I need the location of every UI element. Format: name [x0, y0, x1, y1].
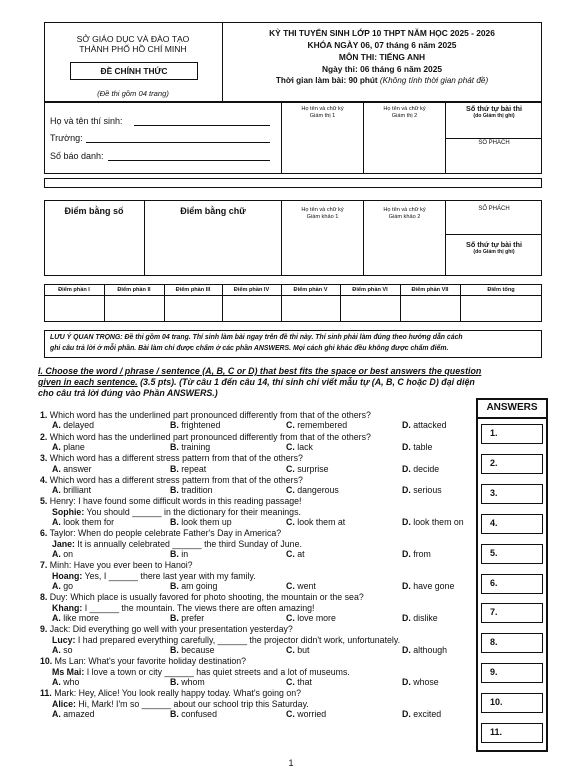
notice-line2: ghi câu trả lời ở mỗi phần. Bài làm chỉ được chấm ở các phần ANSWERS. Mọi cách ghi khác đều không được chấm điểm.: [50, 345, 449, 352]
option-letter: B.: [170, 485, 179, 496]
option-text: went: [294, 581, 316, 592]
sophach-label-2: SỐ PHÁCH: [478, 206, 510, 212]
answer-option: [286, 485, 339, 495]
question-text: Which word has a different stress pattern from that of the others?: [47, 453, 303, 464]
part-score-label: Điểm phần VII: [411, 287, 449, 293]
option-letter: C.: [286, 442, 295, 452]
label: (do Giám thị ghi): [473, 113, 515, 119]
proctor2-label: [364, 106, 445, 119]
question-lead: 8.: [40, 592, 48, 603]
option-text: table: [410, 442, 433, 452]
option-letter: D.: [402, 677, 411, 688]
question-lead: Khang:: [52, 602, 83, 613]
part-score-label: Điểm phần III: [175, 287, 211, 293]
label: Giám thị 2: [391, 112, 418, 119]
option-letter: B.: [170, 709, 179, 720]
option-text: go: [60, 581, 74, 592]
question-stem: [40, 475, 303, 485]
option-text: look them for: [60, 517, 115, 528]
part-score-label: Điểm phần II: [117, 287, 151, 293]
question-lead: 1.: [40, 410, 48, 420]
option-text: because: [178, 645, 215, 656]
dept-line2: THÀNH PHỐ HỒ CHÍ MINH: [79, 44, 187, 54]
option-letter: C.: [286, 517, 295, 528]
answer-option: [286, 613, 336, 623]
id-line[interactable]: [108, 160, 270, 161]
id-label: Số báo danh:: [50, 151, 104, 161]
answer-option: [402, 485, 442, 495]
option-text: from: [410, 549, 431, 560]
question-lead: Hoang:: [52, 570, 83, 581]
option-text: whom: [178, 677, 205, 688]
answer-number: 9.: [490, 667, 498, 678]
school-line[interactable]: [86, 142, 270, 143]
answer-number: 3.: [490, 487, 498, 498]
option-letter: C.: [286, 677, 295, 688]
option-text: frightened: [178, 420, 221, 431]
option-letter: C.: [286, 645, 295, 656]
option-letter: D.: [402, 613, 411, 624]
question-dialogue: [52, 571, 256, 581]
question-text: Mark: Hey, Alice! You look really happy today. What's going on?: [51, 688, 302, 699]
option-letter: D.: [402, 485, 411, 496]
answer-option: [402, 517, 464, 527]
label: Họ tên và chữ ký: [383, 106, 426, 112]
answer-number: 1.: [490, 428, 498, 438]
option-text: on: [60, 549, 74, 560]
part-score-cell[interactable]: [460, 296, 542, 322]
answer-option: [402, 581, 454, 591]
answer-option: [52, 485, 91, 495]
option-text: repeat: [178, 463, 207, 474]
option-text: decide: [410, 463, 440, 474]
separator-band: [44, 178, 542, 188]
answer-option: [52, 442, 85, 452]
option-letter: B.: [170, 645, 179, 656]
option-letter: D.: [402, 442, 411, 452]
option-letter: A.: [52, 463, 61, 474]
answer-option: [52, 420, 94, 430]
question-dialogue: [52, 667, 350, 677]
option-letter: D.: [402, 581, 411, 592]
option-text: attacked: [410, 420, 447, 431]
option-letter: B.: [170, 442, 179, 452]
answer-number: 4.: [490, 517, 498, 528]
option-letter: B.: [170, 549, 179, 560]
answer-option: [286, 581, 316, 591]
answer-option: [52, 581, 73, 591]
answer-option: [170, 485, 213, 495]
answer-option: [402, 645, 447, 655]
dept-line1: SỞ GIÁO DỤC VÀ ĐÀO TẠO: [76, 34, 190, 44]
option-letter: C.: [286, 709, 295, 720]
option-text: confused: [178, 709, 217, 720]
answer-option: [52, 645, 73, 655]
option-text: am going: [178, 581, 218, 592]
answer-option: [52, 677, 79, 687]
question-stem: [40, 624, 293, 634]
option-letter: A.: [52, 420, 61, 431]
answer-option: [170, 581, 217, 591]
option-text: like more: [60, 613, 99, 624]
instr-line3: cho câu trả lời đúng vào Phần ANSWERS.): [38, 388, 218, 398]
answer-option: [52, 517, 114, 527]
answer-option: [170, 517, 232, 527]
proctor1-label: [282, 106, 363, 119]
instr-line1: I. Choose the word / phrase / sentence (A, B, C or D) that best fits the space or best answers the question: [38, 366, 482, 376]
part-score-label: Điểm phần IV: [233, 287, 270, 293]
examiner2-label: [364, 207, 445, 220]
option-text: lack: [294, 442, 313, 452]
option-letter: A.: [52, 549, 61, 560]
question-text: Which word has a different stress pattern from that of the others?: [47, 474, 303, 485]
header-left: [44, 22, 222, 102]
question-text: I had prepared everything carefully, ______ the projector didn't work, unfortunately.: [75, 634, 401, 645]
answer-number: 7.: [490, 607, 498, 618]
answer-option: [170, 645, 215, 655]
label: Số thứ tự bài thi: [466, 104, 522, 113]
instr-line2: [38, 377, 548, 388]
examiner1-label: [282, 207, 363, 220]
option-text: but: [294, 645, 310, 656]
order-label: [446, 104, 542, 119]
option-letter: C.: [286, 581, 295, 592]
question-stem: [40, 453, 303, 463]
answer-option: [170, 464, 206, 474]
part-score-cell[interactable]: [340, 296, 400, 322]
answer-option: [402, 464, 439, 474]
option-text: who: [60, 677, 80, 688]
option-text: plane: [60, 442, 85, 452]
answer-option: [286, 549, 305, 559]
part-score-cell[interactable]: [164, 296, 222, 322]
question-text: Which word has the underlined part pronounced differently from that of the others?: [47, 431, 371, 442]
option-text: at: [294, 549, 305, 560]
question-text: Duy: Which place is usually favored for photo shooting, the mountain or the sea?: [47, 592, 364, 603]
option-letter: C.: [286, 613, 295, 624]
option-text: surprise: [294, 463, 329, 474]
question-stem: [40, 432, 371, 442]
name-line[interactable]: [134, 125, 270, 126]
question-stem: [40, 410, 371, 420]
answer-option: [52, 464, 92, 474]
duration-note: (Không tính thời gian phát đề): [379, 76, 489, 85]
exam-title: KỲ THI TUYỂN SINH LỚP 10 THPT NĂM HỌC 2025 - 2026: [269, 28, 495, 38]
question-text: Jack: Did everything go well with your presentation yesterday?: [47, 624, 293, 635]
subject: MÔN THI: TIẾNG ANH: [338, 52, 426, 62]
option-letter: C.: [286, 420, 295, 431]
answer-number: 2.: [490, 457, 498, 468]
option-text: love more: [294, 613, 336, 624]
option-text: worried: [294, 709, 327, 720]
question-text: Yes, I ______ there last year with my family.: [82, 570, 256, 581]
answer-option: [402, 709, 441, 719]
option-text: training: [178, 442, 211, 452]
duration-bold: Thời gian làm bài: 90 phút: [275, 76, 378, 85]
part-score-cell[interactable]: [104, 296, 164, 322]
question-stem: [40, 496, 301, 506]
option-text: excited: [410, 709, 442, 720]
answer-option: [402, 549, 431, 559]
part-score-cell[interactable]: [400, 296, 460, 322]
option-text: serious: [410, 485, 442, 496]
option-text: remembered: [294, 420, 348, 431]
option-text: tradition: [178, 485, 213, 496]
answer-option: [402, 420, 447, 430]
question-text: I ______ the mountain. The views there are often amazing!: [82, 602, 315, 613]
question-dialogue: [52, 699, 309, 709]
option-letter: B.: [170, 517, 179, 528]
official-badge: ĐỀ CHÍNH THỨC: [70, 62, 198, 80]
question-dialogue: [52, 507, 301, 517]
answer-option: [286, 677, 312, 687]
option-text: prefer: [178, 613, 205, 624]
question-text: Minh: Have you ever been to Hanoi?: [47, 560, 193, 571]
answer-option: [52, 549, 73, 559]
answer-option: [286, 709, 326, 719]
answer-option: [286, 645, 310, 655]
label: Giám khảo 2: [388, 213, 421, 220]
part-score-label: Điểm phần I: [58, 287, 90, 293]
answer-option: [170, 420, 220, 430]
option-letter: C.: [286, 463, 295, 474]
question-text: Taylor: When do people celebrate Father's Day in America?: [47, 528, 282, 539]
question-lead: 5.: [40, 496, 48, 507]
option-letter: A.: [52, 517, 61, 528]
duration: [222, 76, 542, 85]
option-text: have gone: [410, 581, 455, 592]
option-letter: D.: [402, 709, 411, 720]
option-letter: B.: [170, 463, 179, 474]
question-lead: 2.: [40, 431, 48, 442]
question-dialogue: [52, 635, 400, 645]
label: Họ tên và chữ ký: [301, 207, 344, 213]
option-letter: B.: [170, 420, 179, 431]
option-text: look them at: [294, 517, 346, 528]
answer-option: [52, 613, 99, 623]
question-lead: Lucy:: [52, 634, 76, 645]
instr-line2b: (3.5 pts). (Từ câu 1 đến câu 14, thí sinh chỉ viết mẫu tự (A, B, C hoặc D) đại diện: [137, 377, 475, 387]
answer-option: [170, 613, 204, 623]
answer-option: [52, 709, 95, 719]
question-dialogue: [52, 603, 314, 613]
part-score-cell[interactable]: [222, 296, 281, 322]
question-lead: 3.: [40, 453, 48, 464]
question-lead: 4.: [40, 474, 48, 485]
instructions: [38, 366, 548, 399]
part-score-cell[interactable]: [44, 296, 104, 322]
header-right: [222, 22, 542, 102]
option-text: although: [410, 645, 448, 656]
option-letter: D.: [402, 463, 411, 474]
part-score-label: Điểm phần VI: [352, 287, 388, 293]
question-lead: 6.: [40, 528, 48, 539]
option-text: look them on: [410, 517, 464, 528]
option-text: so: [60, 645, 73, 656]
option-letter: A.: [52, 485, 61, 496]
question-lead: 7.: [40, 560, 48, 571]
label: Giám khảo 1: [306, 213, 339, 220]
divider: [476, 417, 548, 419]
option-letter: D.: [402, 420, 411, 431]
option-letter: D.: [402, 517, 411, 528]
sophach-label: SỐ PHÁCH: [478, 140, 510, 146]
answer-option: [286, 464, 329, 474]
option-letter: D.: [402, 549, 411, 560]
question-lead: Jane:: [52, 538, 75, 549]
answer-option: [170, 442, 210, 452]
question-text: Hi, Mark! I'm so ______ about our school trip this Saturday.: [75, 698, 309, 709]
option-text: dangerous: [294, 485, 339, 496]
question-text: It is annually celebrated ______ the third Sunday of June.: [74, 538, 302, 549]
option-text: in: [178, 549, 189, 560]
question-text: Henry: I have found some difficult words in this reading passage!: [47, 496, 302, 507]
option-letter: B.: [170, 581, 179, 592]
question-lead: Ms Mai:: [52, 666, 85, 677]
option-letter: A.: [52, 645, 61, 656]
question-stem: [40, 592, 364, 602]
option-text: delayed: [60, 420, 95, 431]
label: Số thứ tự bài thi: [466, 240, 522, 249]
option-text: whose: [410, 677, 439, 688]
part-score-label: Điểm phần V: [293, 287, 328, 293]
test-day: Ngày thi: 06 tháng 6 năm 2025: [321, 64, 443, 74]
option-letter: A.: [52, 709, 61, 720]
page-number: 1: [288, 758, 294, 768]
question-lead: Alice:: [52, 698, 76, 709]
question-lead: 9.: [40, 624, 48, 635]
answer-number: 6.: [490, 577, 498, 588]
question-stem: [40, 688, 301, 698]
answer-option: [170, 709, 217, 719]
label: Họ tên và chữ ký: [383, 207, 426, 213]
exam-date-line: KHÓA NGÀY 06, 07 tháng 6 năm 2025: [307, 40, 457, 50]
option-letter: A.: [52, 581, 61, 592]
answer-option: [402, 613, 438, 623]
option-letter: A.: [52, 677, 61, 688]
question-lead: Sophie:: [52, 506, 85, 517]
question-text: I love a town or city ______ has quiet streets and a lot of museums.: [84, 666, 350, 677]
instr-line2a: given in each sentence.: [38, 377, 138, 387]
part-score-label: Điểm tổng: [487, 287, 515, 293]
order-label-2: [446, 240, 542, 255]
part-score-cell[interactable]: [281, 296, 340, 322]
question-lead: 10.: [40, 656, 53, 667]
label: Giám thị 1: [309, 112, 336, 119]
pages-note: (Đề thi gồm 04 trang): [97, 89, 169, 98]
answer-number: 10.: [490, 697, 503, 708]
option-letter: D.: [402, 645, 411, 656]
option-text: brilliant: [60, 485, 92, 496]
answer-number: 8.: [490, 637, 498, 648]
option-letter: C.: [286, 485, 295, 496]
option-text: amazed: [60, 709, 95, 720]
school-label: Trường:: [50, 133, 83, 143]
score-num-label: Điểm bằng số: [64, 206, 124, 216]
option-text: dislike: [410, 613, 438, 624]
question-stem: [40, 560, 193, 570]
score-word-label: Điểm bằng chữ: [180, 206, 246, 216]
notice-line1: LƯU Ý QUAN TRỌNG: Đề thi gồm 04 trang. Thí sinh làm bài ngay trên đề thi này. Thí sinh phải làm đúng theo hướng dẫn cách: [50, 334, 463, 341]
answer-option: [286, 442, 313, 452]
option-letter: A.: [52, 442, 61, 452]
option-text: look them up: [178, 517, 232, 528]
name-label: Họ và tên thí sinh:: [50, 116, 123, 126]
option-letter: B.: [170, 677, 179, 688]
option-text: that: [294, 677, 312, 688]
question-stem: [40, 656, 246, 666]
question-stem: [40, 528, 281, 538]
answer-option: [286, 517, 345, 527]
label: Họ tên và chữ ký: [301, 106, 344, 112]
answer-option: [402, 677, 439, 687]
option-letter: B.: [170, 613, 179, 624]
answer-option: [286, 420, 347, 430]
answer-option: [402, 442, 432, 452]
divider: [445, 138, 542, 139]
label: (do Giám thị ghi): [473, 249, 515, 255]
option-text: answer: [60, 463, 92, 474]
question-dialogue: [52, 539, 302, 549]
answer-option: [170, 677, 205, 687]
divider: [445, 234, 542, 235]
answer-number: 11.: [490, 727, 503, 737]
question-text: Ms Lan: What's your favorite holiday destination?: [52, 656, 247, 667]
option-letter: C.: [286, 549, 295, 560]
option-letter: A.: [52, 613, 61, 624]
question-text: Which word has the underlined part pronounced differently from that of the others?: [47, 410, 371, 420]
answer-option: [170, 549, 188, 559]
question-text: You should ______ in the dictionary for their meanings.: [84, 506, 301, 517]
answer-number: 5.: [490, 547, 498, 558]
answers-title: ANSWERS: [486, 402, 538, 413]
question-lead: 11.: [40, 688, 52, 699]
